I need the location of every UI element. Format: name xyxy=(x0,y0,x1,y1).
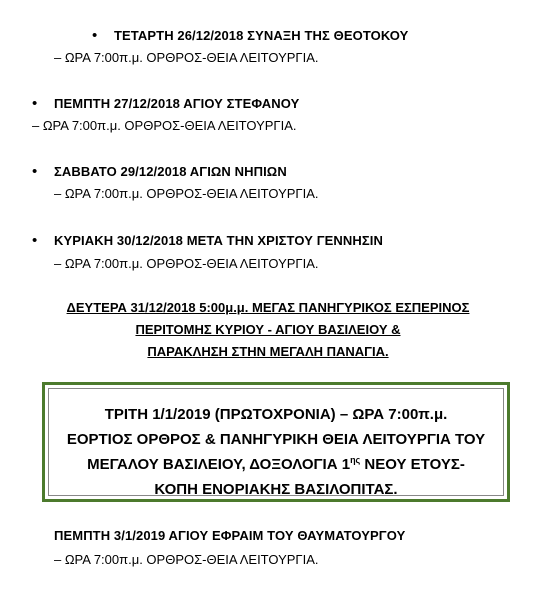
new-year-line: ΕΟΡΤΙΟΣ ΟΡΘΡΟΣ & ΠΑΝΗΓΥΡΙΚΗ ΘΕΙΑ ΛΕΙΤΟΥΡΓΙΑ ΤΟΥ xyxy=(66,431,486,448)
entry-heading: ΠΕΜΠΤΗ 27/12/2018 ΑΓΙΟΥ ΣΤΕΦΑΝΟΥ xyxy=(54,96,300,111)
bullet-icon: • xyxy=(32,232,38,249)
new-year-line-text: ΝΕΟΥ ΕΤΟΥΣ- xyxy=(360,456,465,473)
vespers-line: ΠΑΡΑΚΛΗΣΗ ΣΤΗΝ ΜΕΓΑΛΗ ΠΑΝΑΓΙΑ. xyxy=(147,344,389,359)
entry-heading: ΠΕΜΠΤΗ 3/1/2019 ΑΓΙΟΥ ΕΦΡΑΙΜ ΤΟΥ ΘΑΥΜΑΤΟΥΡΓΟΥ xyxy=(54,528,406,543)
bullet-icon: • xyxy=(32,163,38,180)
bullet-icon: • xyxy=(92,27,98,44)
new-year-line-text: ΜΕΓΑΛΟΥ ΒΑΣΙΛΕΙΟΥ, ΔΟΞΟΛΟΓΙΑ 1 xyxy=(87,456,351,473)
entry-heading: ΤΕΤΑΡΤΗ 26/12/2018 ΣΥΝΑΞΗ ΤΗΣ ΘΕΟΤΟΚΟΥ xyxy=(114,28,409,43)
bullet-icon: • xyxy=(32,95,38,112)
new-year-line: ΤΡΙΤΗ 1/1/2019 (ΠΡΩΤΟΧΡΟΝΙΑ) – ΩΡΑ 7:00π.μ. xyxy=(104,406,448,423)
vespers-announcement xyxy=(20,297,516,363)
entry-time-line: – ΩΡΑ 7:00π.μ. ΟΡΘΡΟΣ-ΘΕΙΑ ΛΕΙΤΟΥΡΓΙΑ. xyxy=(54,552,319,567)
vespers-line: ΠΕΡΙΤΟΜΗΣ ΚΥΡΙΟΥ - ΑΓΙΟΥ ΒΑΣΙΛΕΙΟΥ & xyxy=(135,322,401,337)
new-year-box-content xyxy=(48,388,504,496)
new-year-line xyxy=(49,452,503,477)
vespers-line: ΔΕΥΤΕΡΑ 31/12/2018 5:00μ.μ. ΜΕΓΑΣ ΠΑΝΗΓΥΡΙΚΟΣ ΕΣΠΕΡΙΝΟΣ xyxy=(66,300,470,315)
entry-heading: ΣΑΒΒΑΤΟ 29/12/2018 ΑΓΙΩΝ ΝΗΠΙΩΝ xyxy=(54,164,287,179)
entry-time-line: – ΩΡΑ 7:00π.μ. ΟΡΘΡΟΣ-ΘΕΙΑ ΛΕΙΤΟΥΡΓΙΑ. xyxy=(54,50,319,65)
entry-time-line: – ΩΡΑ 7:00π.μ. ΟΡΘΡΟΣ-ΘΕΙΑ ΛΕΙΤΟΥΡΓΙΑ. xyxy=(54,256,319,271)
new-year-line: ΚΟΠΗ ΕΝΟΡΙΑΚΗΣ ΒΑΣΙΛΟΠΙΤΑΣ. xyxy=(154,481,398,498)
ordinal-superscript: ης xyxy=(350,455,361,465)
entry-time-line: – ΩΡΑ 7:00π.μ. ΟΡΘΡΟΣ-ΘΕΙΑ ΛΕΙΤΟΥΡΓΙΑ. xyxy=(54,186,319,201)
new-year-box xyxy=(42,382,510,502)
entry-time-line: – ΩΡΑ 7:00π.μ. ΟΡΘΡΟΣ-ΘΕΙΑ ΛΕΙΤΟΥΡΓΙΑ. xyxy=(32,118,297,133)
entry-heading: ΚΥΡΙΑΚΗ 30/12/2018 ΜΕΤΑ ΤΗΝ ΧΡΙΣΤΟΥ ΓΕΝΝΗΣΙΝ xyxy=(54,233,383,248)
